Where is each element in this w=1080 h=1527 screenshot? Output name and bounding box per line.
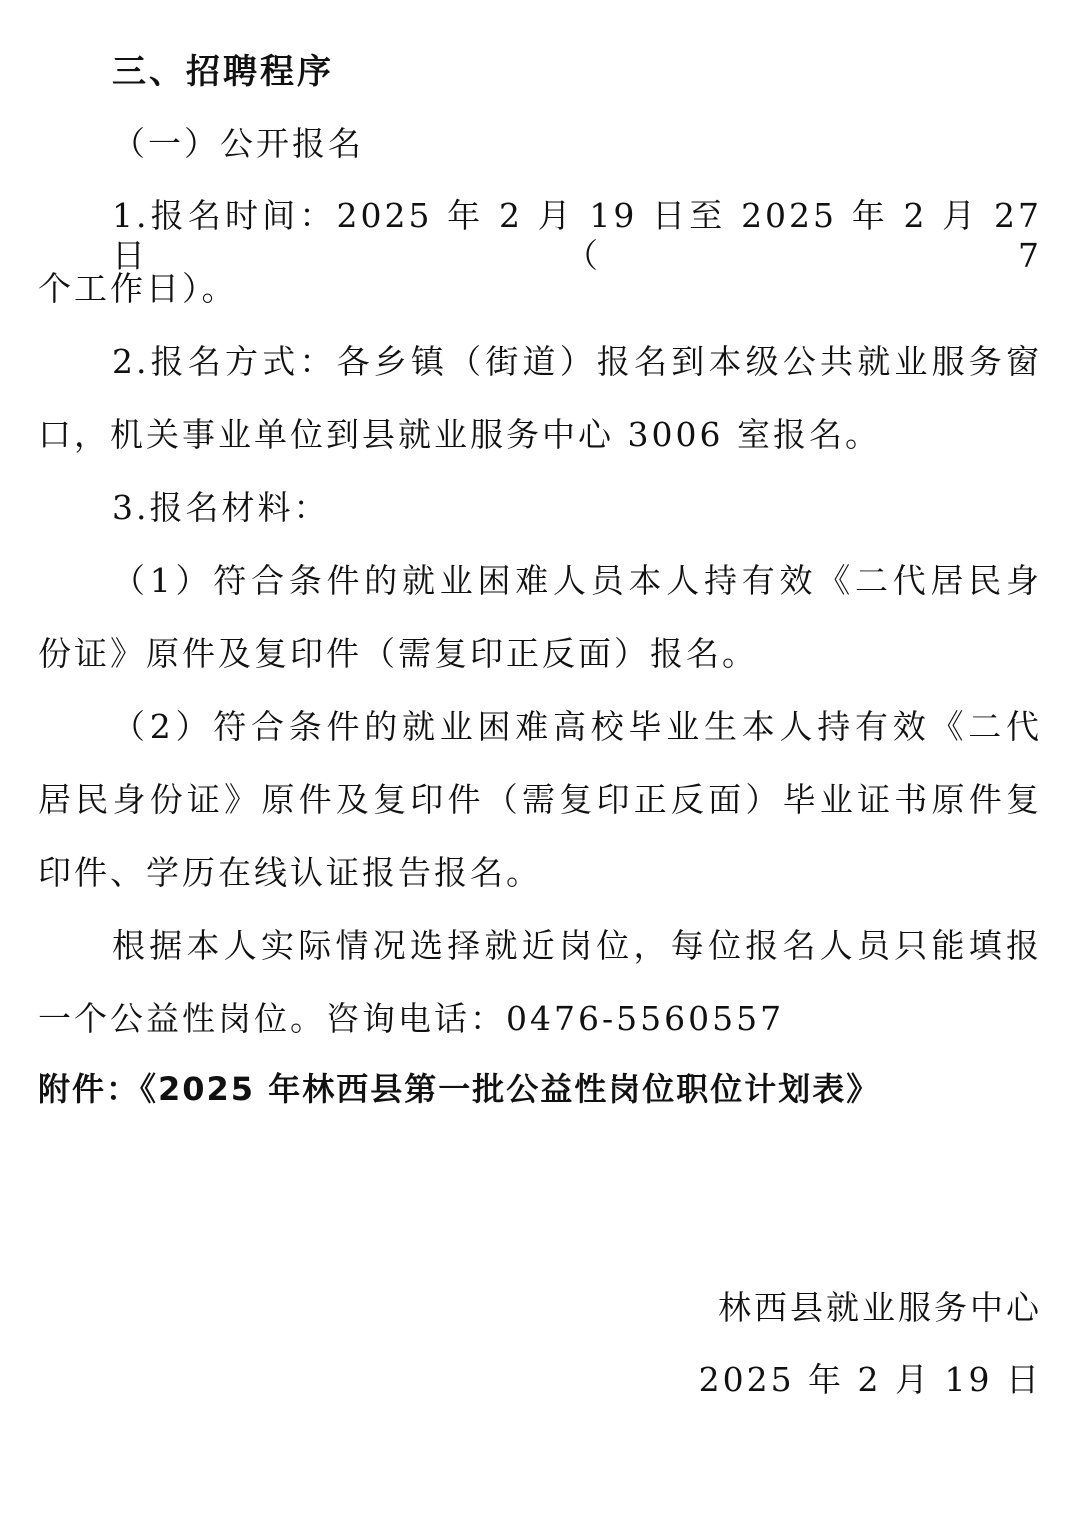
material-2-line-1: （2）符合条件的就业困难高校毕业生本人持有效《二代	[112, 707, 1042, 746]
section-title: 三、招聘程序	[112, 52, 334, 92]
attachment-link[interactable]: 附件：《2025 年林西县第一批公益性岗位职位计划表》	[38, 1070, 881, 1108]
registration-time-line-1: 1.报名时间：2025 年 2 月 19 日至 2025 年 2 月 27 日（7	[112, 196, 1042, 275]
signature-organization: 林西县就业服务中心	[718, 1288, 1042, 1327]
material-1-line-1: （1）符合条件的就业困难人员本人持有效《二代居民身	[112, 561, 1042, 600]
material-1-line-2: 份证》原件及复印件（需复印正反面）报名。	[38, 634, 758, 673]
subsection-title: （一）公开报名	[112, 124, 364, 163]
registration-materials-title: 3.报名材料：	[112, 488, 330, 527]
signature-date: 2025 年 2 月 19 日	[698, 1360, 1042, 1399]
note-line-1: 根据本人实际情况选择就近岗位，每位报名人员只能填报	[112, 926, 1042, 965]
registration-method-line-2: 口，机关事业单位到县就业服务中心 3006 室报名。	[38, 415, 881, 454]
note-line-2: 一个公益性岗位。咨询电话：0476-5560557	[38, 999, 785, 1038]
registration-time-line-2: 个工作日）。	[38, 269, 238, 308]
registration-method-line-1: 2.报名方式：各乡镇（街道）报名到本级公共就业服务窗	[112, 342, 1042, 381]
material-2-line-3: 印件、学历在线认证报告报名。	[38, 853, 542, 892]
material-2-line-2: 居民身份证》原件及复印件（需复印正反面）毕业证书原件复	[38, 780, 1042, 819]
